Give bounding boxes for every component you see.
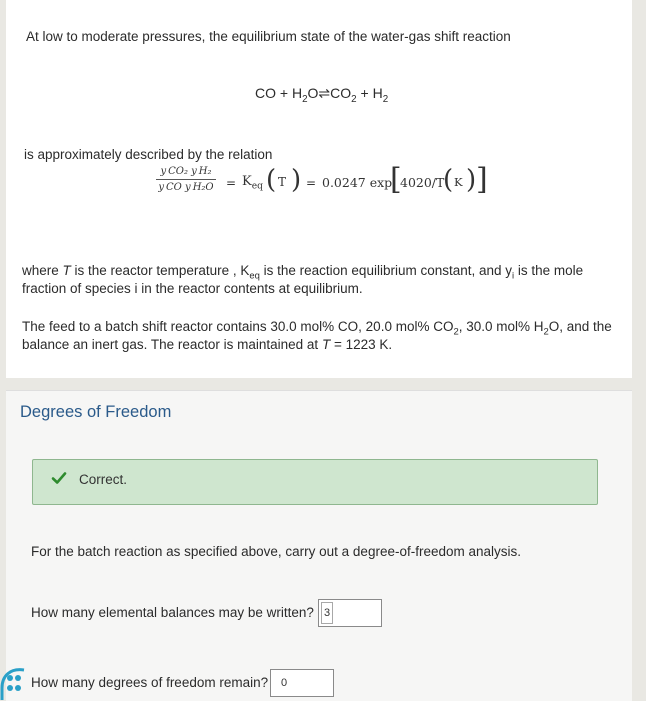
feed-t: T [321,337,331,352]
keq-sub: eq [251,181,263,192]
where-text: is the mole [514,263,584,278]
check-icon [51,470,67,486]
where-text: where [22,263,63,278]
paren-left: ( [266,165,277,195]
bracket-right: ] [476,162,488,197]
feed-line-2 [22,336,392,354]
feed-text: , 30.0 mol% H [458,319,544,334]
keq-symbol [242,174,263,192]
where-t: T [62,263,71,278]
feedback-correct-banner [32,459,598,505]
rhs-coefficient: 0.0247 exp [322,175,393,190]
batch-prompt: For the batch reaction as specified above, carry out a degree-of-freedom analysis. [31,544,522,559]
exponent-expr: 4020/T [400,175,445,190]
ratio-denominator: y CO y H₂O [158,182,214,193]
feed-text: = 1223 K. [330,337,393,352]
where-text: is the reactor temperature , K [70,263,250,278]
keq-k: K [242,174,252,189]
mole-fraction-ratio [156,166,216,193]
ratio-numerator: y CO₂ y H₂ [156,166,216,180]
feed-text: balance an inert gas. The reactor is maintained at [22,337,322,352]
reaction-sub: 2 [351,93,357,105]
reaction-reactants: CO + H [255,85,303,101]
equilibrium-relation [150,164,490,210]
feed-sub: 2 [453,326,459,338]
reaction-h: + H [356,85,383,101]
reaction-sub: 2 [302,93,308,105]
temperature-var: T [278,175,287,189]
reaction-co2: CO [330,85,352,101]
relation-intro: is approximately described by the relation [24,147,273,162]
question-degrees-of-freedom: How many degrees of freedom remain? [31,675,269,690]
unit-paren-right: ) [466,165,477,195]
intro-text: At low to moderate pressures, the equilibrium state of the water-gas shift reaction [26,29,511,44]
paren-right: ) [291,165,302,195]
unit-k: K [454,175,463,189]
reaction-o: O [307,85,319,101]
feed-text: The feed to a batch shift reactor contains 30.0 mol% CO, 20.0 mol% CO [22,319,454,334]
section-title: Degrees of Freedom [20,403,172,421]
where-sub: eq [249,270,260,282]
answer-field-degrees-of-freedom[interactable]: 0 [270,669,334,697]
equals-sign: = [226,176,237,190]
answer-value[interactable]: 3 [321,602,333,624]
unit-paren-left: ( [443,165,454,195]
accessibility-icon[interactable] [0,664,28,700]
bracket-left: [ [390,162,402,197]
reaction-sub: 2 [382,93,389,105]
feed-text: O, and the [548,319,612,334]
equals-sign-2: = [306,176,317,190]
feedback-label: Correct. [79,472,128,487]
feed-sub: 2 [543,326,549,338]
where-text: is the reaction equilibrium constant, and y [259,263,513,278]
where-line-2: fraction of species i in the reactor contents at equilibrium. [22,281,363,296]
where-sub: i [512,270,515,282]
question-elemental-balances: How many elemental balances may be written? [31,605,314,620]
equilibrium-arrow: ⇌ [318,85,331,101]
reaction-equation [255,84,388,109]
answer-field-elemental-balances[interactable] [318,599,382,627]
